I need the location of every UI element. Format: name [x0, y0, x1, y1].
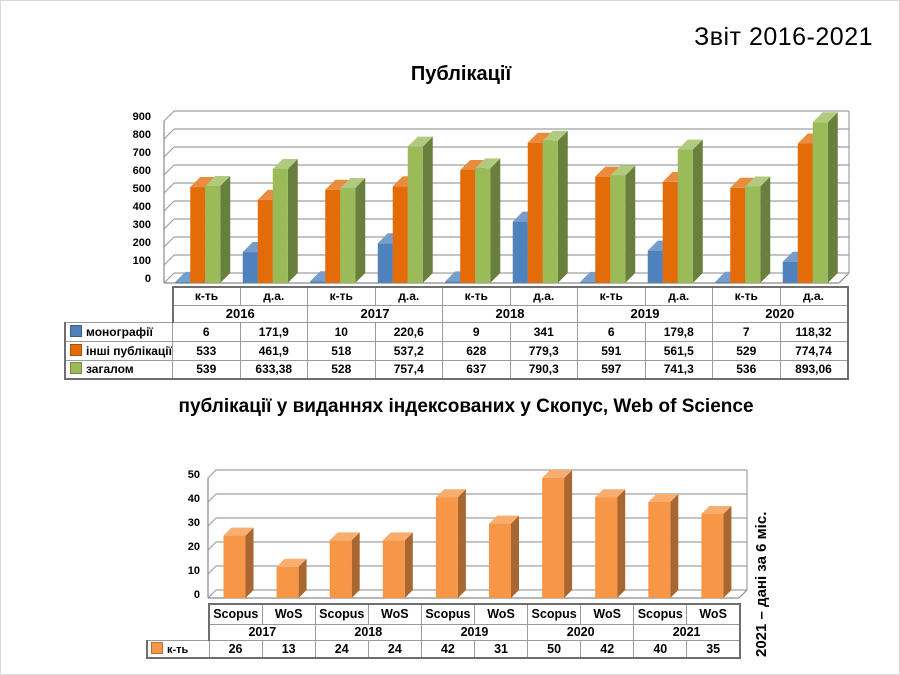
legend-cell	[65, 322, 173, 341]
subcategory-header-cell: д.а.	[780, 287, 848, 305]
value-cell: 741,3	[645, 360, 713, 379]
legend-swatch	[151, 642, 163, 654]
legend-swatch	[70, 325, 82, 337]
year-header-cell: 2018	[443, 305, 578, 322]
scopus-data-table	[146, 603, 741, 659]
value-cell: 536	[713, 360, 781, 379]
subcategory-header-cell: WoS	[262, 604, 315, 624]
y-tick-label: 20	[187, 541, 200, 553]
value-cell: 26	[209, 640, 262, 658]
value-cell: 6	[173, 322, 241, 341]
scopus-chart-annotation: 2021 – дані за 6 міс.	[753, 511, 770, 657]
subcategory-header-cell: WoS	[474, 604, 527, 624]
bar-к-ть-8	[648, 494, 678, 598]
scopus-chart-canvas	[141, 451, 791, 603]
legend-label: монографії	[86, 324, 153, 339]
year-header-cell: 2021	[634, 624, 740, 640]
bars	[175, 112, 838, 283]
value-cell: 9	[443, 322, 511, 341]
legend-cell	[147, 640, 209, 658]
bar-к-ть-5	[489, 516, 519, 598]
y-tick-label: 900	[132, 111, 151, 123]
bar-к-ть-4	[436, 489, 466, 598]
bar-к-ть-6	[542, 470, 572, 598]
y-tick-label: 100	[132, 255, 151, 267]
subcategory-header-cell: WoS	[687, 604, 740, 624]
subcategory-header-cell: к-ть	[308, 287, 376, 305]
y-tick-label: 600	[132, 165, 151, 177]
legend-swatch	[70, 344, 82, 356]
legend-label: загалом	[86, 362, 134, 377]
year-header-cell: 2020	[713, 305, 848, 322]
bar-к-ть-0	[224, 528, 254, 598]
publications-chart-title: Публікації	[410, 63, 512, 85]
year-header-cell: 2017	[308, 305, 443, 322]
subcategory-header-cell: д.а.	[240, 287, 308, 305]
bar-к-ть-7	[595, 489, 625, 598]
y-tick-label: 0	[144, 273, 151, 285]
subcategory-header-cell: к-ть	[443, 287, 511, 305]
year-header-cell: 2019	[578, 305, 713, 322]
subcategory-header-cell: к-ть	[578, 287, 646, 305]
value-cell: 13	[262, 640, 315, 658]
value-cell: 774,74	[780, 341, 848, 360]
value-cell: 179,8	[645, 322, 713, 341]
bar-загалом-2	[340, 178, 365, 283]
subcategory-header-cell: Scopus	[421, 604, 474, 624]
table-corner-blank	[147, 604, 209, 640]
subcategory-header-cell: д.а.	[645, 287, 713, 305]
value-cell: 24	[368, 640, 421, 658]
subcategory-header-cell: WoS	[581, 604, 634, 624]
value-cell: 461,9	[240, 341, 308, 360]
value-cell: 10	[308, 322, 376, 341]
value-cell: 757,4	[375, 360, 443, 379]
value-cell: 637	[443, 360, 511, 379]
value-cell: 118,32	[780, 322, 848, 341]
value-cell: 35	[687, 640, 740, 658]
legend-label: інші публікації	[86, 343, 173, 358]
value-cell: 31	[474, 640, 527, 658]
y-tick-label: 400	[132, 201, 151, 213]
bar-к-ть-3	[383, 532, 413, 598]
bar-загалом-8	[745, 177, 770, 283]
publications-data-table	[64, 286, 849, 380]
value-cell: 7	[713, 322, 781, 341]
y-tick-label: 10	[187, 565, 200, 577]
y-tick-label: 300	[132, 219, 151, 231]
bar-к-ть-2	[330, 532, 360, 598]
value-cell: 50	[528, 640, 581, 658]
legend-cell	[65, 341, 173, 360]
y-tick-label: 500	[132, 183, 151, 195]
y-tick-label: 800	[132, 129, 151, 141]
value-cell: 533	[173, 341, 241, 360]
value-cell: 561,5	[645, 341, 713, 360]
bar-загалом-4	[475, 158, 500, 283]
year-header-cell: 2018	[315, 624, 421, 640]
value-cell: 518	[308, 341, 376, 360]
bar-загалом-0	[205, 176, 230, 283]
value-cell: 537,2	[375, 341, 443, 360]
subcategory-header-cell: WoS	[368, 604, 421, 624]
y-tick-label: 0	[193, 589, 200, 601]
year-header-cell: 2019	[421, 624, 527, 640]
value-cell: 6	[578, 322, 646, 341]
subcategory-header-cell: к-ть	[173, 287, 241, 305]
year-header-cell: 2016	[173, 305, 308, 322]
y-tick-label: 200	[132, 237, 151, 249]
table-corner-blank	[65, 287, 173, 322]
value-cell: 893,06	[780, 360, 848, 379]
bars	[224, 470, 732, 598]
bar-загалом-3	[408, 137, 433, 283]
subcategory-header-cell: д.а.	[375, 287, 443, 305]
value-cell: 628	[443, 341, 511, 360]
value-cell: 779,3	[510, 341, 578, 360]
legend-label: к-ть	[167, 643, 189, 656]
subcategory-header-cell: д.а.	[510, 287, 578, 305]
bar-загалом-5	[543, 131, 568, 283]
subcategory-header-cell: Scopus	[209, 604, 262, 624]
value-cell: 220,6	[375, 322, 443, 341]
bar-загалом-6	[610, 166, 635, 283]
value-cell: 633,38	[240, 360, 308, 379]
y-tick-label: 40	[187, 493, 200, 505]
value-cell: 591	[578, 341, 646, 360]
y-tick-label: 700	[132, 147, 151, 159]
value-cell: 171,9	[240, 322, 308, 341]
scopus-chart-title: публікації у виданнях індексованих у Скопус, Web of Science	[178, 396, 754, 417]
subcategory-header-cell: Scopus	[528, 604, 581, 624]
bar-к-ть-1	[277, 559, 307, 598]
bar-загалом-9	[813, 112, 838, 283]
bar-загалом-7	[678, 140, 703, 283]
value-cell: 42	[581, 640, 634, 658]
value-cell: 341	[510, 322, 578, 341]
value-cell: 528	[308, 360, 376, 379]
year-header-cell: 2020	[528, 624, 634, 640]
value-cell: 40	[634, 640, 687, 658]
y-axis-labels	[133, 111, 151, 285]
legend-swatch	[70, 362, 82, 374]
bar-к-ть-9	[701, 506, 731, 598]
subcategory-header-cell: Scopus	[634, 604, 687, 624]
value-cell: 24	[315, 640, 368, 658]
value-cell: 42	[421, 640, 474, 658]
y-tick-label: 30	[187, 517, 200, 529]
subcategory-header-cell: Scopus	[315, 604, 368, 624]
value-cell: 597	[578, 360, 646, 379]
bar-загалом-1	[273, 159, 298, 283]
publications-chart-canvas	[61, 96, 861, 286]
y-tick-label: 50	[187, 469, 200, 481]
legend-cell	[65, 360, 173, 379]
value-cell: 529	[713, 341, 781, 360]
value-cell: 790,3	[510, 360, 578, 379]
y-axis-labels	[188, 469, 200, 601]
subcategory-header-cell: к-ть	[713, 287, 781, 305]
value-cell: 539	[173, 360, 241, 379]
report-title: Звіт 2016-2021	[694, 23, 873, 51]
year-header-cell: 2017	[209, 624, 315, 640]
